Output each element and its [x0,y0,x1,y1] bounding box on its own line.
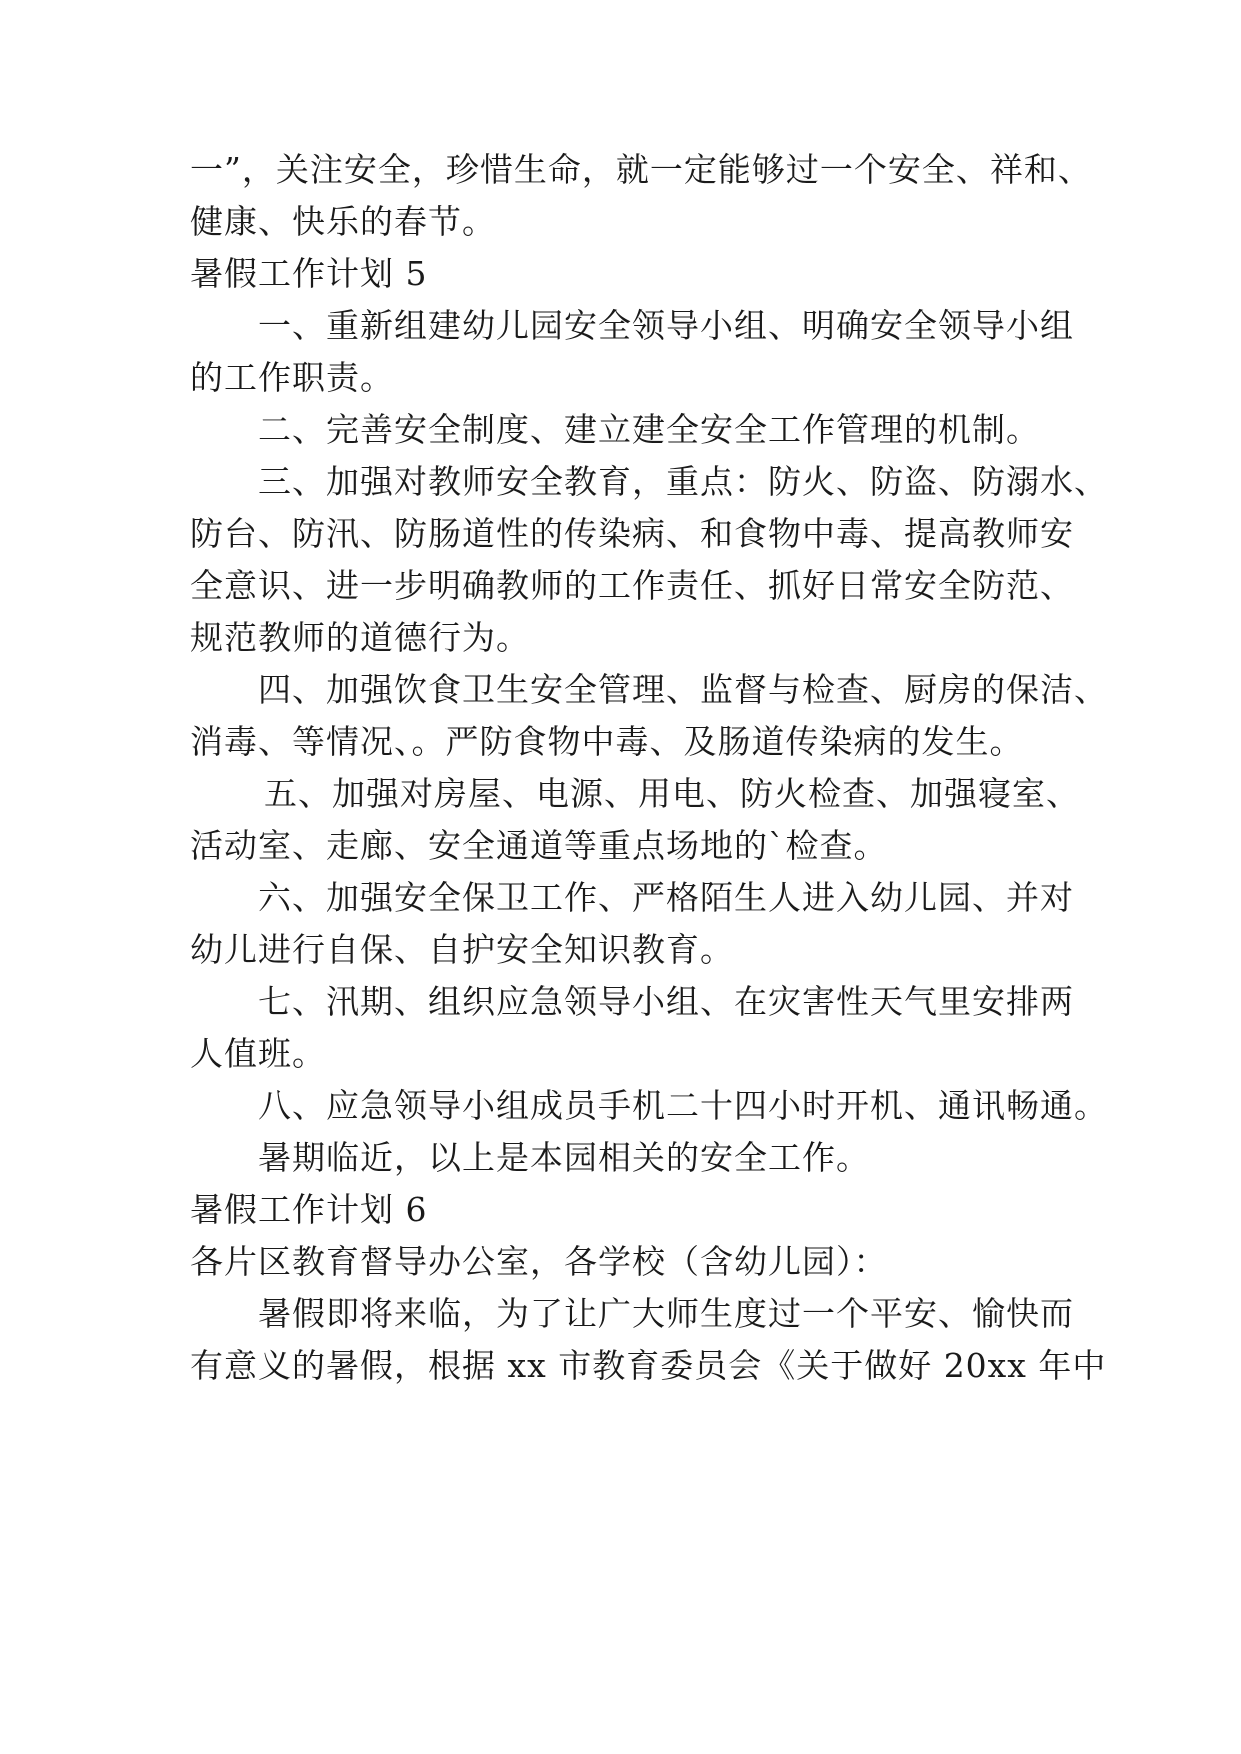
paragraph-line: 一、重新组建幼儿园安全领导小组、明确安全领导小组 [258,306,1074,345]
paragraph-line: 活动室、走廊、安全通道等重点场地的`检查。 [190,826,888,865]
paragraph-line: 五、加强对房屋、电源、用电、防火检查、加强寝室、 [264,774,1080,813]
paragraph-line: 一”，关注安全，珍惜生命，就一定能够过一个安全、祥和、 [190,150,1092,189]
paragraph-line: 全意识、进一步明确教师的工作责任、抓好日常安全防范、 [190,566,1074,605]
paragraph-line: 消毒、等情况、。严防食物中毒、及肠道传染病的发生。 [190,722,1024,761]
paragraph-line: 七、汛期、组织应急领导小组、在灾害性天气里安排两 [258,982,1074,1021]
paragraph-line: 有意义的暑假，根据 xx 市教育委员会《关于做好 20xx 年中 [190,1346,1107,1385]
paragraph-line: 防台、防汛、防肠道性的传染病、和食物中毒、提高教师安 [190,514,1074,553]
paragraph-line: 的工作职责。 [190,358,394,397]
paragraph-line: 八、应急领导小组成员手机二十四小时开机、通讯畅通。 [258,1086,1108,1125]
section-heading: 暑假工作计划 6 [190,1190,428,1229]
paragraph-line: 幼儿进行自保、自护安全知识教育。 [190,930,734,969]
paragraph-line: 四、加强饮食卫生安全管理、监督与检查、厨房的保洁、 [258,670,1108,709]
paragraph-line: 暑假即将来临，为了让广大师生度过一个平安、愉快而 [258,1294,1074,1333]
paragraph-line: 健康、快乐的春节。 [190,202,496,241]
paragraph-line: 六、加强安全保卫工作、严格陌生人进入幼儿园、并对 [258,878,1074,917]
section-heading: 暑假工作计划 5 [190,254,428,293]
paragraph-line: 规范教师的道德行为。 [190,618,530,657]
paragraph-line: 人值班。 [190,1034,326,1073]
paragraph-line: 三、加强对教师安全教育，重点：防火、防盗、防溺水、 [258,462,1108,501]
paragraph-line: 各片区教育督导办公室，各学校（含幼儿园）： [190,1242,888,1281]
paragraph-line: 二、完善安全制度、建立建全安全工作管理的机制。 [258,410,1040,449]
paragraph-line: 暑期临近，以上是本园相关的安全工作。 [258,1138,870,1177]
